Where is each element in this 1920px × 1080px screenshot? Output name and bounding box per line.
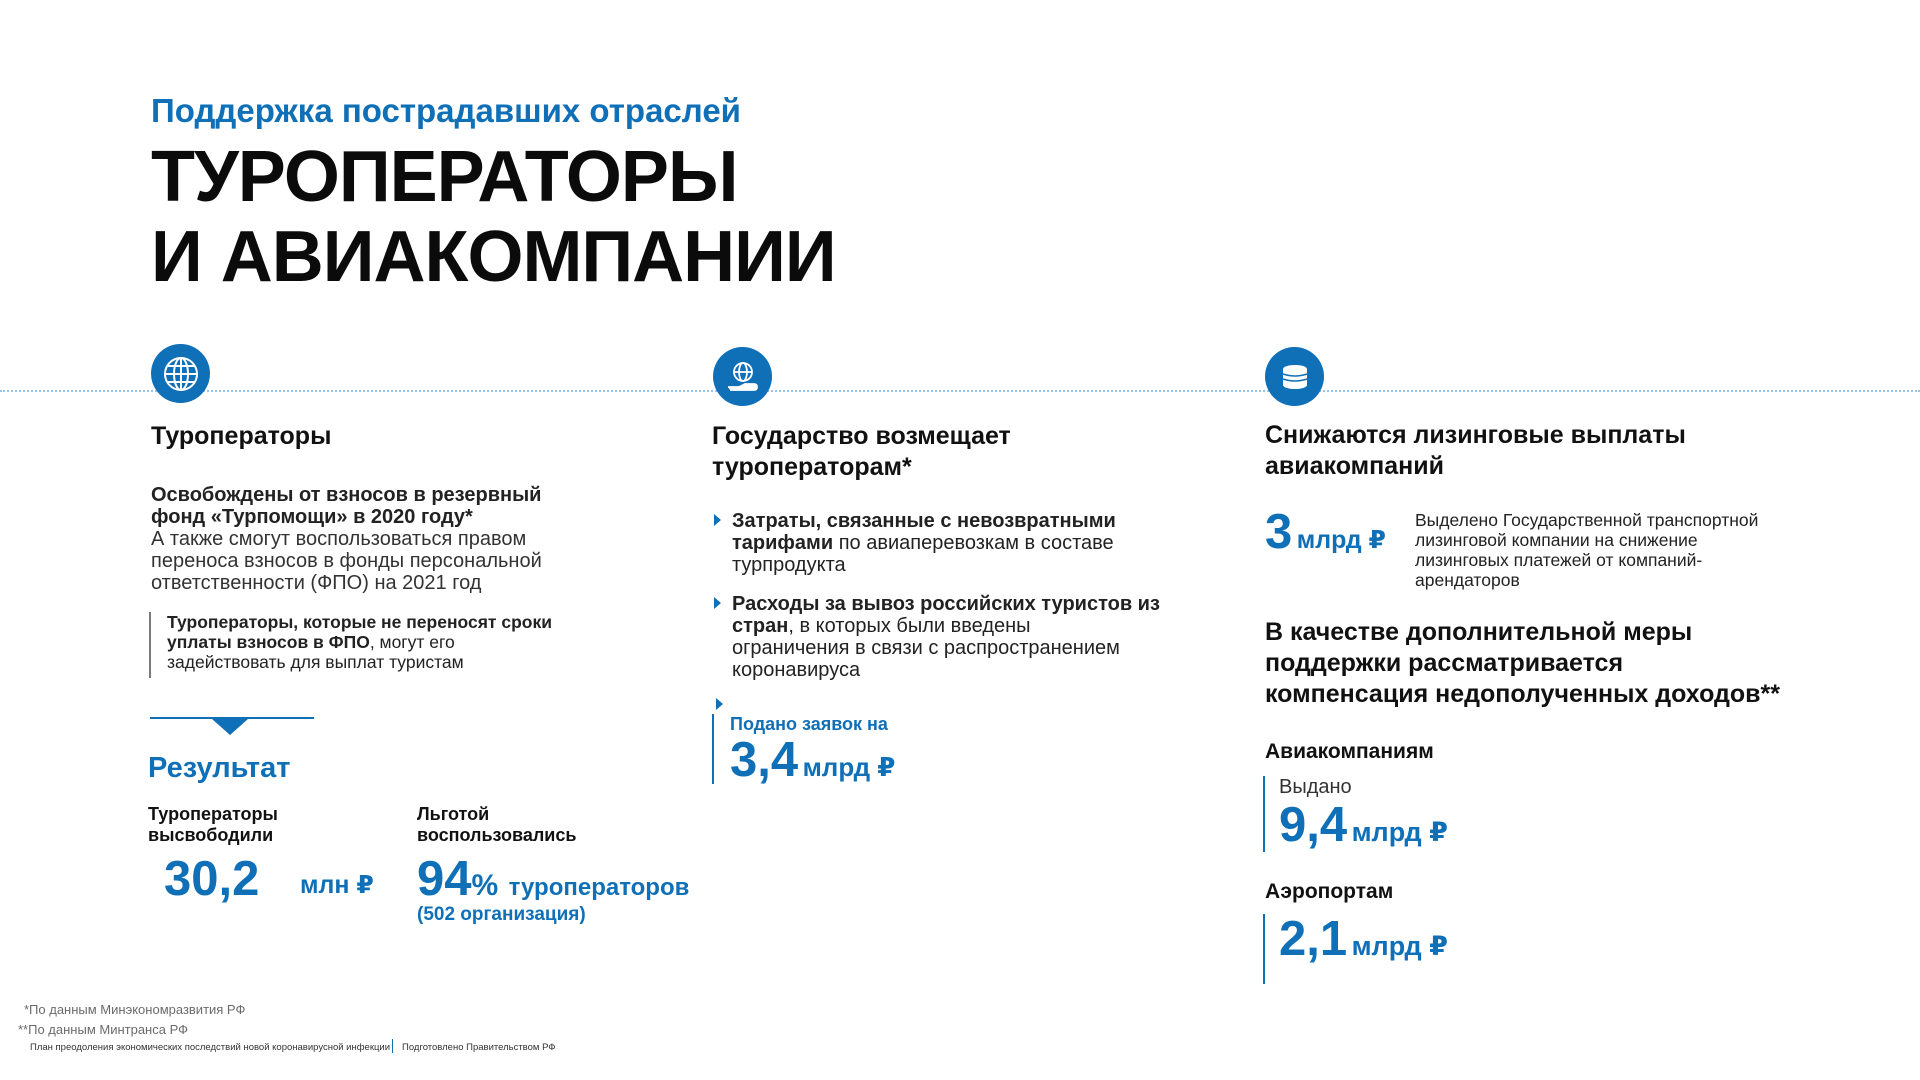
col2-bullet-2 (714, 593, 1192, 681)
col2-bullet-1 (714, 510, 1192, 576)
result-2-label-line-2: воспользовались (417, 825, 577, 845)
col1-note-text-2: , могут его (369, 632, 455, 652)
result-2-value-row (417, 854, 689, 904)
col1-bold-line-2: фонд «Турпомощи» в 2020 году* (151, 506, 473, 528)
col1-note-line-3: задействовать для выплат туристам (167, 652, 464, 672)
col2-b1-bold-line-2: тарифами (732, 532, 834, 554)
result-arrow-icon (212, 719, 248, 735)
col2-heading-line-1: Государство возмещает (712, 422, 1011, 450)
col1-text-line-1: А также смогут воспользоваться правом (151, 528, 527, 550)
col3-airports-value: 2,1 (1279, 912, 1348, 966)
col1-note-line-1: Туроператоры, которые не переносят сроки (167, 612, 552, 632)
col3-airports-label: Аэропортам (1265, 880, 1394, 903)
col3-airlines (1263, 776, 1448, 852)
page-subtitle: Поддержка пострадавших отраслей (151, 92, 741, 129)
col3-airlines-value: 9,4 (1279, 798, 1348, 852)
col2-heading-line-2: туроператорам* (712, 453, 912, 481)
col3-extra-line-3: компенсация недополученных доходов** (1265, 680, 1780, 708)
result-1-value: 30,2 (164, 852, 260, 906)
col3-lease-line-1: Выделено Государственной транспортной (1415, 510, 1759, 530)
col2-applied-value: 3,4 (730, 733, 799, 787)
col3-heading-line-1: Снижаются лизинговые выплаты (1265, 421, 1686, 449)
col2-applied-unit: млрд ₽ (802, 752, 896, 782)
col1-block (151, 484, 691, 594)
col2-applied (712, 714, 896, 787)
bullet-arrow-icon (714, 597, 721, 609)
col3-lease-line-3: лизинговых платежей от компаний- (1415, 550, 1703, 570)
col3-heading-line-2: авиакомпаний (1265, 452, 1445, 480)
globe-icon (151, 344, 210, 403)
result-2-percent: % (471, 869, 499, 902)
col3-heading (1265, 420, 1686, 482)
col1-bold-line-1: Освобождены от взносов в резервный (151, 484, 542, 506)
bullet-arrow-icon (716, 698, 723, 710)
col2-b2-text-2: , в которых были введены (788, 615, 1031, 637)
result-label: Результат (148, 752, 291, 784)
result-2 (417, 804, 576, 846)
footer-prepared: Подготовлено Правительством РФ (402, 1042, 556, 1053)
page-title (151, 137, 836, 297)
footnote-1: *По данным Минэкономразвития РФ (24, 1002, 246, 1017)
col2-b2-bold-line-2: стран (732, 615, 789, 637)
coins-icon (1265, 347, 1324, 406)
result-2-value: 94 (417, 852, 472, 906)
col1-note (149, 612, 587, 678)
result-1-unit: млн ₽ (300, 871, 374, 899)
col3-airports (1263, 914, 1448, 984)
col2-b1-text-3: турпродукта (732, 554, 846, 576)
col3-lease-line-4: арендаторов (1415, 570, 1520, 590)
col3-airlines-label: Авиакомпаниям (1265, 740, 1434, 763)
col3-lease-value: 3 (1265, 505, 1293, 559)
col3-extra-line-1: В качестве дополнительной меры (1265, 618, 1693, 646)
col2-b1-text-2: по авиаперевозкам в составе (833, 532, 1114, 554)
col3-airports-unit: млрд ₽ (1351, 931, 1448, 961)
footnote-2: **По данным Минтранса РФ (18, 1022, 188, 1037)
footer-plan: План преодоления экономических последствий новой коронавирусной инфекции (30, 1042, 391, 1053)
col3-lease-text (1415, 510, 1815, 590)
col2-b2-text-4: коронавируса (732, 659, 861, 681)
col1-text-line-3: ответственности (ФПО) на 2021 год (151, 572, 482, 594)
col3-lease-line-2: лизинговой компании на снижение (1415, 530, 1698, 550)
col3-airlines-unit: млрд ₽ (1351, 817, 1448, 847)
col3-lease-value-row (1265, 507, 1386, 557)
bullet-arrow-icon (714, 514, 721, 526)
col1-text-line-2: переноса взносов в фонды персональной (151, 550, 542, 572)
col3-lease-unit: млрд ₽ (1296, 526, 1386, 554)
dotted-divider (0, 390, 1920, 392)
title-line-2: И АВИАКОМПАНИИ (151, 217, 836, 297)
result-1 (148, 804, 278, 846)
result-2-unit: туроператоров (508, 874, 690, 901)
col2-applied-label: Подано заявок на (730, 714, 888, 734)
result-2-note: (502 организация) (417, 904, 586, 925)
col1-heading: Туроператоры (151, 422, 332, 450)
col3-extra (1265, 617, 1780, 710)
result-1-label-line-2: высвободили (148, 825, 274, 845)
col1-note-bold-2: уплаты взносов в ФПО (167, 632, 370, 652)
result-2-label-line-1: Льготой (417, 804, 490, 824)
col3-extra-line-2: поддержки рассматривается (1265, 649, 1624, 677)
footer-separator (392, 1039, 393, 1053)
col2-b1-bold-line-1: Затраты, связанные с невозвратными (732, 510, 1116, 532)
col3-issued-label: Выдано (1279, 776, 1352, 798)
title-line-1: ТУРОПЕРАТОРЫ (151, 137, 738, 217)
col2-b2-bold-line-1: Расходы за вывоз российских туристов из (732, 593, 1160, 615)
result-1-label-line-1: Туроператоры (148, 804, 278, 824)
col2-heading (712, 421, 1011, 483)
globe-hand-icon (713, 347, 772, 406)
col2-b2-text-3: ограничения в связи с распространением (732, 637, 1120, 659)
